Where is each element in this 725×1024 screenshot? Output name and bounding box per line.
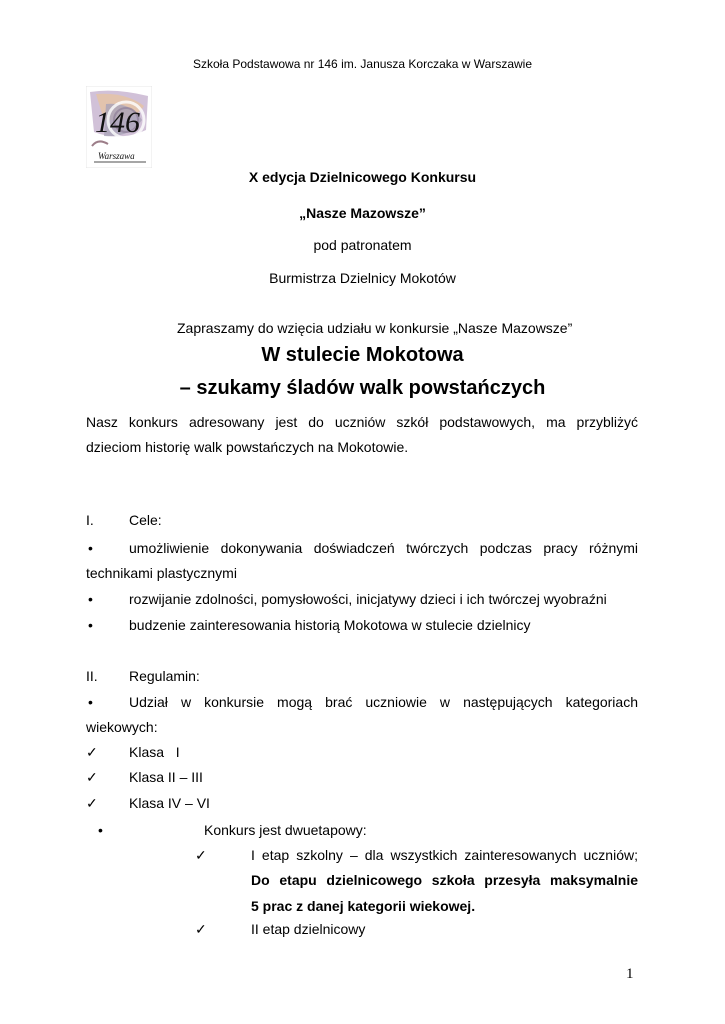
- section1-title: Cele:: [129, 512, 162, 528]
- page-number: 1: [626, 966, 634, 982]
- bullet-icon: •: [98, 822, 103, 838]
- check-icon: ✓: [86, 744, 98, 760]
- stage1-text: I etap szkolny – dla wszystkich zainteresowanych uczniów;: [251, 847, 638, 863]
- school-header: Szkoła Podstawowa nr 146 im. Janusza Korczaka w Warszawie: [192, 57, 533, 71]
- patron-name: Burmistrza Dzielnicy Mokotów: [269, 270, 456, 286]
- class-category-3: Klasa IV – VI: [129, 795, 210, 811]
- patronage-label: pod patronatem: [313, 237, 412, 253]
- contest-title: X edycja Dzielnicowego Konkursu: [248, 169, 477, 185]
- stage1-bold-line1: Do etapu dzielnicowego szkoła przesyła maksymalnie: [251, 872, 638, 888]
- check-icon: ✓: [195, 921, 207, 937]
- bullet-icon: •: [88, 591, 93, 607]
- bullet-icon: •: [88, 617, 93, 633]
- logo-caption: Warszawa: [98, 151, 135, 161]
- subtitle-line1: W stulecie Mokotowa: [261, 344, 464, 366]
- subtitle-line2: – szukamy śladów walk powstańczych: [179, 377, 546, 399]
- goal3-text: budzenie zainteresowania historią Mokotowa w stulecie dzielnicy: [129, 617, 531, 633]
- contest-name: „Nasze Mazowsze”: [299, 205, 426, 221]
- goal1-line2: technikami plastycznymi: [86, 565, 237, 581]
- class-category-1: Klasa I: [129, 744, 180, 760]
- invitation-text: Zapraszamy do wzięcia udziału w konkursie „Nasze Mazowsze”: [177, 320, 573, 336]
- check-icon: ✓: [86, 795, 98, 811]
- goal2-text: rozwijanie zdolności, pomysłowości, inicjatywy dzieci i ich twórczej wyobraźni: [129, 591, 607, 607]
- bullet-icon: •: [88, 540, 93, 556]
- goal1-line1: umożliwienie dokonywania doświadczeń twórczych podczas pracy różnymi: [129, 540, 638, 556]
- school-logo: [86, 86, 152, 168]
- stage1-bold-line2: 5 prac z danej kategorii wiekowej.: [251, 898, 476, 914]
- bullet-icon: •: [88, 694, 93, 710]
- rule1-line2: wiekowych:: [86, 719, 158, 735]
- section1-number: I.: [86, 512, 94, 528]
- stage2-text: II etap dzielnicowy: [251, 921, 366, 937]
- section2-title: Regulamin:: [129, 668, 200, 684]
- rule2-text: Konkurs jest dwuetapowy:: [204, 822, 367, 838]
- rule1-line1: Udział w konkursie mogą brać uczniowie w następujących kategoriach: [129, 694, 638, 710]
- check-icon: ✓: [86, 769, 98, 785]
- intro-line2: dzieciom historię walk powstańczych na Mokotowie.: [86, 439, 409, 455]
- section2-number: II.: [86, 668, 98, 684]
- check-icon: ✓: [195, 847, 207, 863]
- logo-number: 146: [95, 106, 140, 139]
- logo-graphic: [86, 86, 152, 168]
- class-category-2: Klasa II – III: [129, 769, 203, 785]
- intro-line1: Nasz konkurs adresowany jest do uczniów szkół podstawowych, ma przybliżyć: [86, 414, 638, 430]
